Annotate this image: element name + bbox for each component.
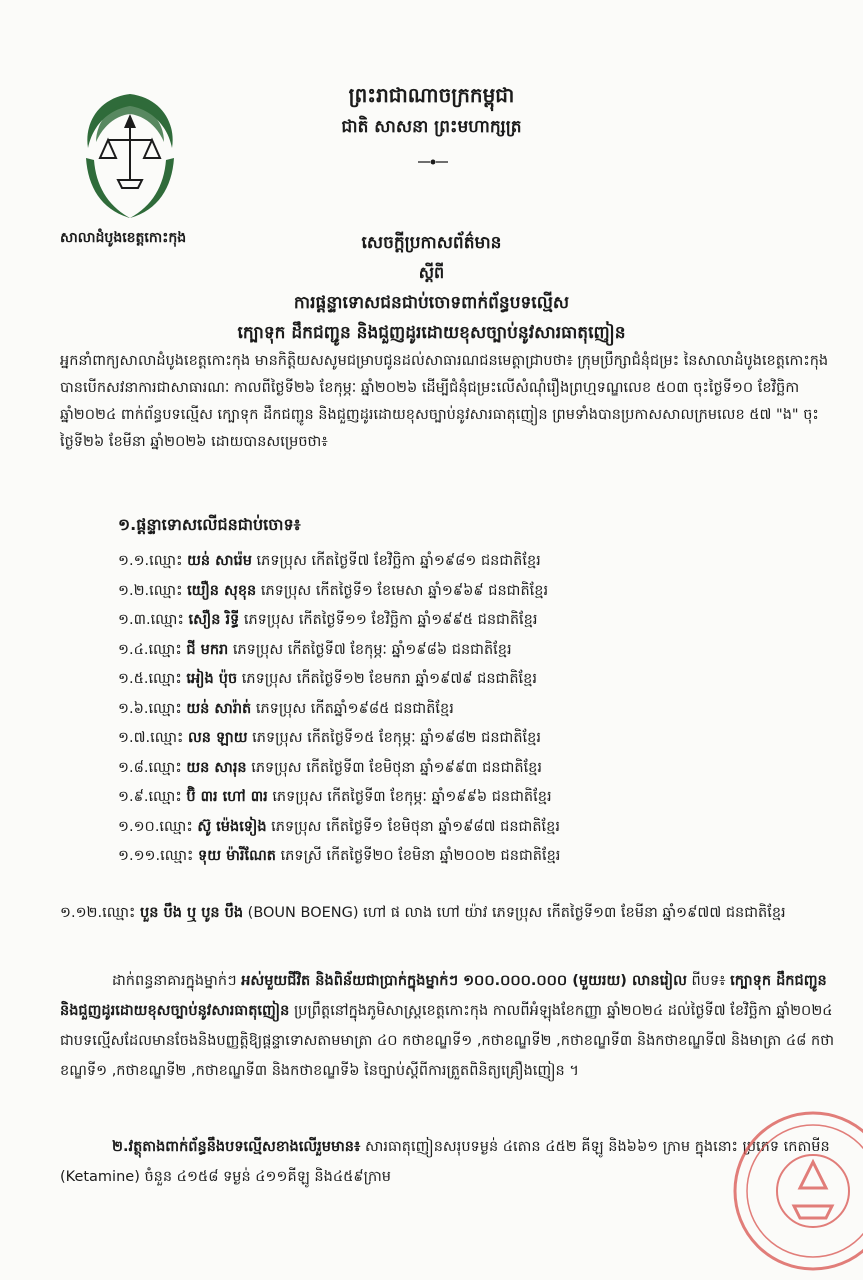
accused-item — [118, 754, 858, 784]
accused-prefix: ១.៧.ឈ្មោះ — [118, 730, 184, 746]
accused-prefix: ១.៨.ឈ្មោះ — [118, 759, 182, 776]
accused-name: ទុយ ម៉ារីណែត — [198, 848, 277, 864]
section2-text: សារធាតុញៀនសរុបទម្ងន់ ៤តោន ៤៥២ គីឡូ និង៦៦១ ក្រាម ក្នុងនោះ ប្រភេទ កេតាមីន (Ketamine) ចំនួន ៤១៥៨ ទម្ងន់ ៤១១គីឡូ និង៤៥៩ក្រាម — [60, 1139, 830, 1185]
accused-prefix: ១.៣.ឈ្មោះ — [118, 612, 184, 628]
accused-details: ភេទប្រុស កើតថ្ងៃទី១១ ខែវិច្ឆិកា ឆ្នាំ១៩៩៥ ជនជាតិខ្មែរ — [243, 612, 538, 628]
ornament-divider-icon — [418, 158, 448, 166]
accused-prefix: ១.១.ឈ្មោះ — [118, 553, 183, 569]
accused-item — [118, 577, 858, 607]
accused-name: ស៊ូ ម៉េងទៀង — [197, 818, 267, 835]
accused-details: (BOUN BOENG) ហៅ ផ លាង ហៅ យ៉ាវ ភេទប្រុស កើតថ្ងៃទី១៣ ខែមីនា ឆ្នាំ១៩៧៧ ជនជាតិខ្មែរ — [247, 905, 786, 921]
court-seal-stamp-icon — [728, 1106, 863, 1276]
verdict-paragraph — [60, 966, 860, 1086]
doc-title-line1: សេចក្តីប្រកាសព័ត៌មាន — [361, 233, 502, 253]
accused-list — [118, 547, 858, 872]
accused-name: យឿន សុខុន — [187, 582, 257, 599]
accused-prefix: ១.២.ឈ្មោះ — [118, 582, 183, 599]
intro-paragraph: អ្នកនាំពាក្យសាលាដំបូងខេត្តកោះកុង មានកិត្តិយសសូមជម្រាបជូនដល់សាធារណជនមេត្តាជ្រាបថា៖ ក្រុមប្រឹក្សាជំនុំជម្រះ នៃសាលាដំបូងខេត្តកោះកុង បានបើកសវនាការជាសាធារណៈ កាលពីថ្ងៃទី២៦ ខែកុម្ភៈ ឆ្នាំ២០២៦ ដើម្បីជំនុំជម្រះលើសំណុំរឿងព្រហ្មទណ្ឌលេខ ៥០៣ ចុះថ្ងៃទី១០ ខែវិច្ឆិកា ឆ្នាំ២០២៤ ពាក់ព័ន្ធបទល្មើស ក្បោទុក ដឹកជញ្ជូន និងជួញដូរដោយខុសច្បាប់នូវសារធាតុញៀន ព្រមទាំងបានប្រកាសសាលក្រមលេខ ៥៧ "ង" ចុះថ្ងៃទី២៦ ខែមីនា ឆ្នាំ២០២៦ ដោយបានសម្រេចថា៖ — [60, 353, 829, 450]
accused-name: យន់ សារ៉ាត់ — [186, 700, 252, 717]
accused-details: ភេទប្រុស កើតថ្ងៃទី៧ ខែកុម្ភៈ ឆ្នាំ១៩៨៦ ជនជាតិខ្មែរ — [232, 641, 512, 658]
accused-details: ភេទប្រុស កើតថ្ងៃទី៧ ខែវិច្ឆិកា ឆ្នាំ១៩៨១ ជនជាតិខ្មែរ — [256, 553, 541, 569]
accused-item — [118, 636, 858, 666]
accused-name: លន ឡាយ — [187, 730, 248, 746]
section1-title: ១.ផ្តន្ទាទោសលើជនជាប់ចោទ៖ — [118, 515, 301, 534]
court-name: សាលាដំបូងខេត្តកោះកុង — [60, 230, 187, 246]
verdict-charge-lead: ពីបទ៖ — [691, 973, 726, 989]
national-motto: ជាតិ សាសនា ព្រះមហាក្សត្រ — [341, 117, 522, 137]
accused-item — [118, 813, 858, 843]
accused-item — [118, 547, 858, 577]
accused-item — [118, 842, 858, 872]
accused-item — [118, 724, 858, 754]
accused-name: ប៊ិ ៣រ ហៅ ៣រ — [186, 789, 268, 805]
kingdom-title: ព្រះរាជាណាចក្រកម្ពុជា — [348, 83, 515, 107]
accused-details: ភេទប្រុស កើតឆ្នាំ១៩៨៥ ជនជាតិខ្មែរ — [255, 700, 454, 717]
verdict-lead: ដាក់ពន្ធនាគារក្នុងម្នាក់ៗ — [112, 973, 237, 989]
accused-details: ភេទប្រុស កើតថ្ងៃទី៣ ខែមិថុនា ឆ្នាំ១៩៩៣ ជនជាតិខ្មែរ — [251, 759, 542, 776]
accused-item — [118, 783, 858, 813]
accused-details: ភេទប្រុស កើតថ្ងៃទី៣ ខែកុម្ភៈ ឆ្នាំ១៩៩៦ ជនជាតិខ្មែរ — [272, 789, 552, 805]
accused-prefix: ១.៩.ឈ្មោះ — [118, 789, 182, 805]
accused-name: សឿន រិទ្ធី — [188, 612, 240, 628]
accused-item — [118, 606, 858, 636]
verdict-rest: ប្រព្រឹត្តនៅក្នុងភូមិសាស្ត្រខេត្តកោះកុង កាលពីអំឡុងខែកញ្ញា ឆ្នាំ២០២៤ ដល់ថ្ងៃទី៧ ខែវិច្ឆិកា ឆ្នាំ២០២៤ ជាបទល្មើសដែលមានចែងនិងបញ្ញត្តិឱ្យផ្តន្ទាទោសតាមមាត្រា ៤០ កថាខណ្ឌទី១ ,កថាខណ្ឌទី២ ,កថាខណ្ឌទី៣ និងកថាខណ្ឌទី៧ និងមាត្រា ៤៨ កថាខណ្ឌទី១ ,កថាខណ្ឌទី២ ,កថាខណ្ឌទី៣ និងកថាខណ្ឌទី៦ នៃច្បាប់ស្តីពីការត្រួតពិនិត្យគ្រឿងញៀន ។ — [60, 1003, 834, 1079]
accused-item-last — [60, 898, 860, 928]
accused-details: ភេទស្រី កើតថ្ងៃទី២០ ខែមិនា ឆ្នាំ២០០២ ជនជាតិខ្មែរ — [280, 848, 561, 864]
accused-item — [118, 695, 858, 725]
accused-prefix: ១.១០.ឈ្មោះ — [118, 818, 193, 835]
doc-title-line4: ក្បោទុក ដឹកជញ្ជូន និងជួញដូរដោយខុសច្បាប់នូវសារធាតុញៀន — [237, 323, 626, 343]
accused-name: យន់ សារ៉េម — [187, 553, 252, 569]
accused-item — [118, 665, 858, 695]
accused-name: អៀង ប៉ុច — [186, 671, 238, 687]
accused-prefix: ១.១១.ឈ្មោះ — [118, 848, 194, 864]
accused-name: បួន បឹង ឬ បូន បឹង — [140, 905, 244, 921]
section2-title: ២.វត្ថុតាងពាក់ព័ន្ធនឹងបទល្មើសខាងលើរួមមាន៖ — [112, 1139, 361, 1155]
accused-name: យន សារុន — [186, 759, 247, 776]
doc-title-line2: ស្តីពី — [418, 263, 445, 282]
accused-prefix: ១.៤.ឈ្មោះ — [118, 641, 182, 658]
verdict-sentence: អស់មួយជីវិត និងពិន័យជាប្រាក់ក្នុងម្នាក់ៗ ១០០.០០០.០០០ (មួយរយ) លានរៀល — [241, 973, 687, 989]
verdict-charge: ក្បោទុក ដឹកជញ្ជូន និងជួញដូរដោយខុសច្បាប់នូវសារធាតុញៀន — [60, 973, 827, 1019]
accused-prefix: ១.៦.ឈ្មោះ — [118, 700, 182, 717]
accused-prefix: ១.១២.ឈ្មោះ — [60, 905, 136, 921]
accused-prefix: ១.៥.ឈ្មោះ — [118, 671, 182, 687]
accused-details: ភេទប្រុស កើតថ្ងៃទី១២ ខែមករា ឆ្នាំ១៩៧៩ ជនជាតិខ្មែរ — [241, 671, 537, 687]
accused-details: ភេទប្រុស កើតថ្ងៃទី១ ខែមេសា ឆ្នាំ១៩៦៩ ជនជាតិខ្មែរ — [260, 582, 549, 599]
doc-title-line3: ការផ្តន្ទាទោសជនជាប់ចោទពាក់ព័ន្ធបទល្មើស — [293, 293, 570, 313]
accused-details: ភេទប្រុស កើតថ្ងៃទី១៥ ខែកុម្ភៈ ឆ្នាំ១៩៨២ ជនជាតិខ្មែរ — [252, 730, 541, 746]
accused-details: ភេទប្រុស កើតថ្ងៃទី១ ខែមិថុនា ឆ្នាំ១៩៨៧ ជនជាតិខ្មែរ — [271, 818, 560, 835]
accused-name: ជី មករា — [186, 641, 229, 658]
